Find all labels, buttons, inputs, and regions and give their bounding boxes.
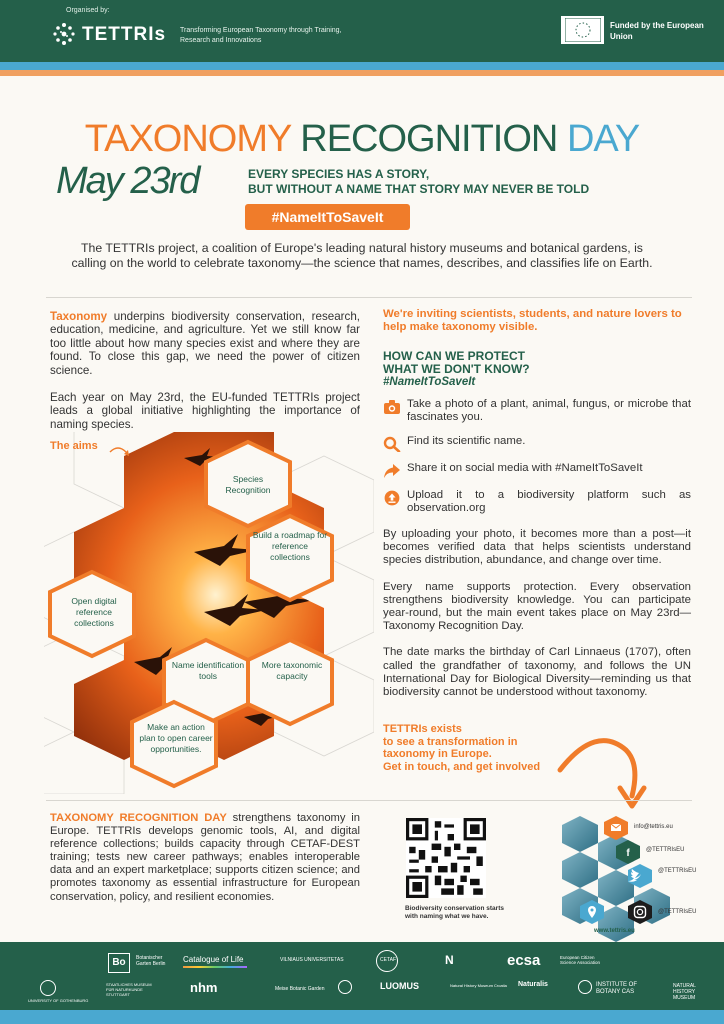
footer-stripe <box>0 1010 724 1024</box>
motto-line-1: EVERY SPECIES HAS A STORY, <box>248 167 430 181</box>
twitter-link[interactable]: @TETTRIsEU <box>658 868 697 874</box>
aim-2: Build a roadmap for reference collections <box>252 530 328 562</box>
steps-list <box>383 398 691 515</box>
title-taxonomy: TAXONOMY <box>84 118 291 160</box>
tettris-logo-icon <box>52 22 76 46</box>
title-day: DAY <box>566 118 640 160</box>
website-link[interactable]: www.tettris.eu <box>594 928 635 934</box>
protect-heading-line-1: HOW CAN WE PROTECT <box>383 348 525 363</box>
exists-line-4: Get in touch, and get involved <box>383 760 541 773</box>
gothenburg-logo-icon <box>40 980 56 996</box>
annual-paragraph: Each year on May 23rd, the EU-funded TETTRIs project leads a global initiative highlighting the importance of naming species. <box>50 391 360 431</box>
share-icon <box>383 463 401 479</box>
exists-line-1: TETTRIs exists <box>383 723 462 735</box>
header-stripe-orange <box>0 70 724 76</box>
qr-code[interactable] <box>406 818 486 898</box>
exists-line-2: to see a transformation in <box>383 735 518 748</box>
catalogue-color-bar <box>183 966 247 968</box>
search-icon <box>383 436 401 452</box>
page-title <box>0 118 724 161</box>
aim-5: More taxonomic capacity <box>261 660 323 681</box>
protect-hashtag: #NameItToSaveIt <box>383 376 476 388</box>
upload-icon <box>383 490 401 506</box>
taxonomy-paragraph <box>50 310 360 377</box>
header-stripe-blue <box>0 62 724 70</box>
right-column <box>383 308 691 699</box>
linnaeus-paragraph: The date marks the birthday of Carl Linnaeus (1707), often called the grandfather of taxonomy, and follows the UN International Day for Biological Diversity—reminding us that biodiversity cannot be understood without taxonomy. <box>383 646 691 699</box>
summary-lead: TAXONOMY RECOGNITION DAY <box>50 812 227 824</box>
step-text: Take a photo of a plant, animal, fungus, or microbe that fascinates you. <box>407 398 691 424</box>
partner-stuttgart: STAATLICHES MUSEUM FÜR NATURKUNDE STUTTGART <box>106 982 152 997</box>
upload-paragraph: By uploading your photo, it becomes more than a post—it becomes verified data that helps scientists understand species distribution, abundance, and change over time. <box>383 528 691 567</box>
aim-4: Name identification tools <box>171 660 245 681</box>
partner-cetaf: CETAF <box>380 957 397 963</box>
aim-hex-5 <box>248 640 332 724</box>
partner-nhm-london: NATURAL HISTORY MUSEUM <box>673 983 696 1001</box>
eu-funding-text: Funded by the European Union <box>604 16 711 44</box>
facebook-icon: f <box>626 848 630 859</box>
partner-nhm: nhm <box>190 980 218 995</box>
event-date: May 23rd <box>56 160 199 202</box>
exists-line-3: taxonomy in Europe. <box>383 748 492 760</box>
arrow-icon <box>556 730 666 810</box>
get-involved-text <box>383 723 540 773</box>
left-column <box>50 310 360 445</box>
header-tagline: Transforming European Taxonomy through Training, Research and Innovations <box>180 27 342 44</box>
list-item <box>383 489 691 515</box>
step-text: Share it on social media with #NameItToSaveIt <box>407 461 643 474</box>
partner-luomus: LUOMUS <box>380 981 419 991</box>
camera-icon <box>383 399 401 415</box>
motto-line-2: BUT WITHOUT A NAME THAT STORY MAY NEVER BE TOLD <box>248 182 590 196</box>
partner-croatia: Natural History Museum Croatia <box>450 983 507 988</box>
summary-paragraph <box>50 812 360 904</box>
botany-logo-icon <box>578 980 592 994</box>
protect-heading-line-2: WHAT WE DON'T KNOW? <box>383 361 530 376</box>
seal-logo-icon <box>338 980 352 994</box>
facebook-link[interactable]: @TETTRIsEU <box>646 847 685 853</box>
partner-catalogue-of-life: Catalogue of Life <box>183 955 244 964</box>
divider <box>46 297 692 298</box>
summary-text: strengthens taxonomy in Europe. TETTRIs develops genomic tools, AI, and digital reference collections; builds capacity through CETAF-DEST training; tests new career pathways; enables interoperable data and an expert marketplace; supports citizen science; and promotes taxonomy as essential infrastructure for European conservation, policy, and resilient economies. <box>50 812 360 903</box>
list-item <box>383 435 691 452</box>
instagram-link[interactable]: @TETTRIsEU <box>658 909 697 915</box>
divider <box>46 800 692 801</box>
organised-by-label: Organised by: <box>66 7 110 14</box>
partner-gothenburg: UNIVERSITY OF GOTHENBURG <box>28 998 89 1003</box>
protect-heading <box>383 350 691 376</box>
tettris-logo-text: TETTRIs <box>82 24 167 45</box>
protection-paragraph: Every name supports protection. Every observation strengthens biodiversity knowledge. You can participate year-round, but the main event takes place on May 23rd—Taxonomy Recognition Day. <box>383 580 691 633</box>
step-text: Upload it to a biodiversity platform such as observation.org <box>407 488 691 514</box>
partner-meise: Meise Botanic Garden <box>275 986 325 992</box>
aims-label: The aims <box>50 440 98 452</box>
taxonomy-lead: Taxonomy <box>50 310 108 323</box>
invite-text: We're inviting scientists, students, and nature lovers to help make taxonomy visible. <box>383 308 682 334</box>
partner-n-logo: N <box>445 953 454 967</box>
step-text: Find its scientific name. <box>407 434 526 447</box>
title-recognition: RECOGNITION <box>300 118 558 160</box>
email-link[interactable]: info@tettris.eu <box>634 824 673 830</box>
bo-logo: Bo <box>108 953 130 973</box>
intro-paragraph: The TETTRIs project, a coalition of Europe's leading natural history museums and botanical gardens, is calling on the world to celebrate taxonomy—the science that names, describes, and classifies life on Earth. <box>71 241 653 270</box>
partner-botanischer-garten: Botanischer Garten Berlin <box>136 955 166 967</box>
partner-ecsa-desc: European Citizen Science Association <box>560 955 601 965</box>
motto <box>248 167 589 197</box>
partner-ecsa: ecsa <box>507 952 541 969</box>
taxonomy-text: underpins biodiversity conservation, research, education, medicine, and agriculture. Yet we still know far too little about how many species exist and where they are found. To close this gap, we need the power of citizen science. <box>50 310 360 377</box>
aim-6: Make an action plan to open career opportunities. <box>139 722 213 754</box>
aim-3: Open digital reference collections <box>71 596 117 628</box>
partner-institute-botany: INSTITUTE OF BOTANY CAS <box>596 982 637 995</box>
qr-caption: Biodiversity conservation starts with naming what we have. <box>405 905 504 920</box>
partner-naturalis: Naturalis <box>518 981 548 988</box>
eu-flag-icon <box>562 17 604 43</box>
list-item <box>383 462 691 479</box>
hashtag-badge: #NameItToSaveIt <box>245 204 410 230</box>
list-item <box>383 398 691 424</box>
eu-funding-badge <box>561 16 711 44</box>
partner-vilnius: VILNIAUS UNIVERSITETAS <box>280 957 344 963</box>
aim-1: Species Recognition <box>225 474 271 495</box>
